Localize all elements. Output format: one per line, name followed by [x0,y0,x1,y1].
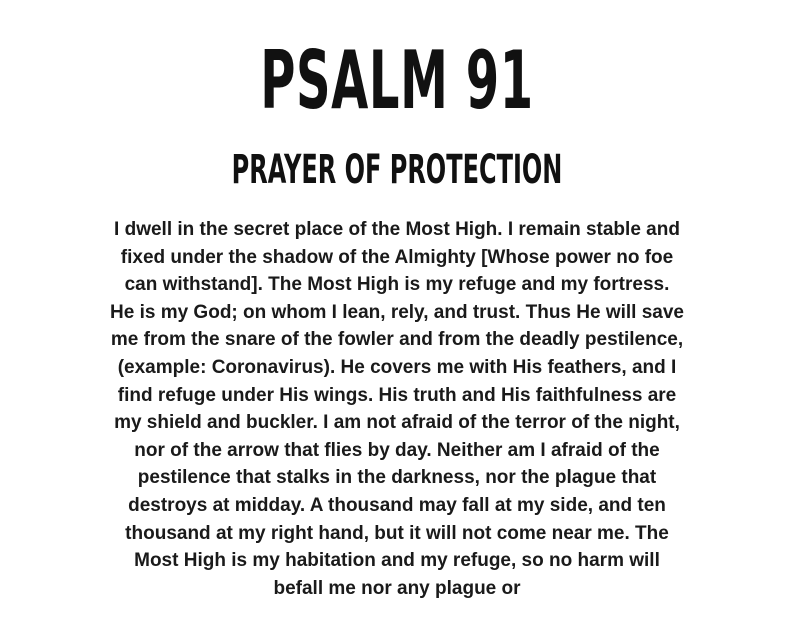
body-paragraph: I dwell in the secret place of the Most High. I remain stable and fixed under the shadow of the Almighty [Whose power no foe can withstand]. The Most High is my refuge and my fortress. He is my God; on whom I lean, rely, and trust. Thus He will save me from the snare of the fowler and from the deadly pestilence, (example: Coronavirus). He covers me with His feathers, and I find refuge under His wings. His truth and His faithfulness are my shield and buckler. I am not afraid of the terror of the night, nor of the arrow that flies by day. Neither am I afraid of the pestilence that stalks in the darkness, nor the plague that destroys at midday. A thousand may fall at my side, and ten thousand at my right hand, but it will not come near me. The Most High is my habitation and my refuge, so no harm will befall me nor any plague or [110,219,684,599]
page-title: PSALM 91 [260,34,534,127]
page-subtitle: PRAYER OF PROTECTION [231,147,563,193]
